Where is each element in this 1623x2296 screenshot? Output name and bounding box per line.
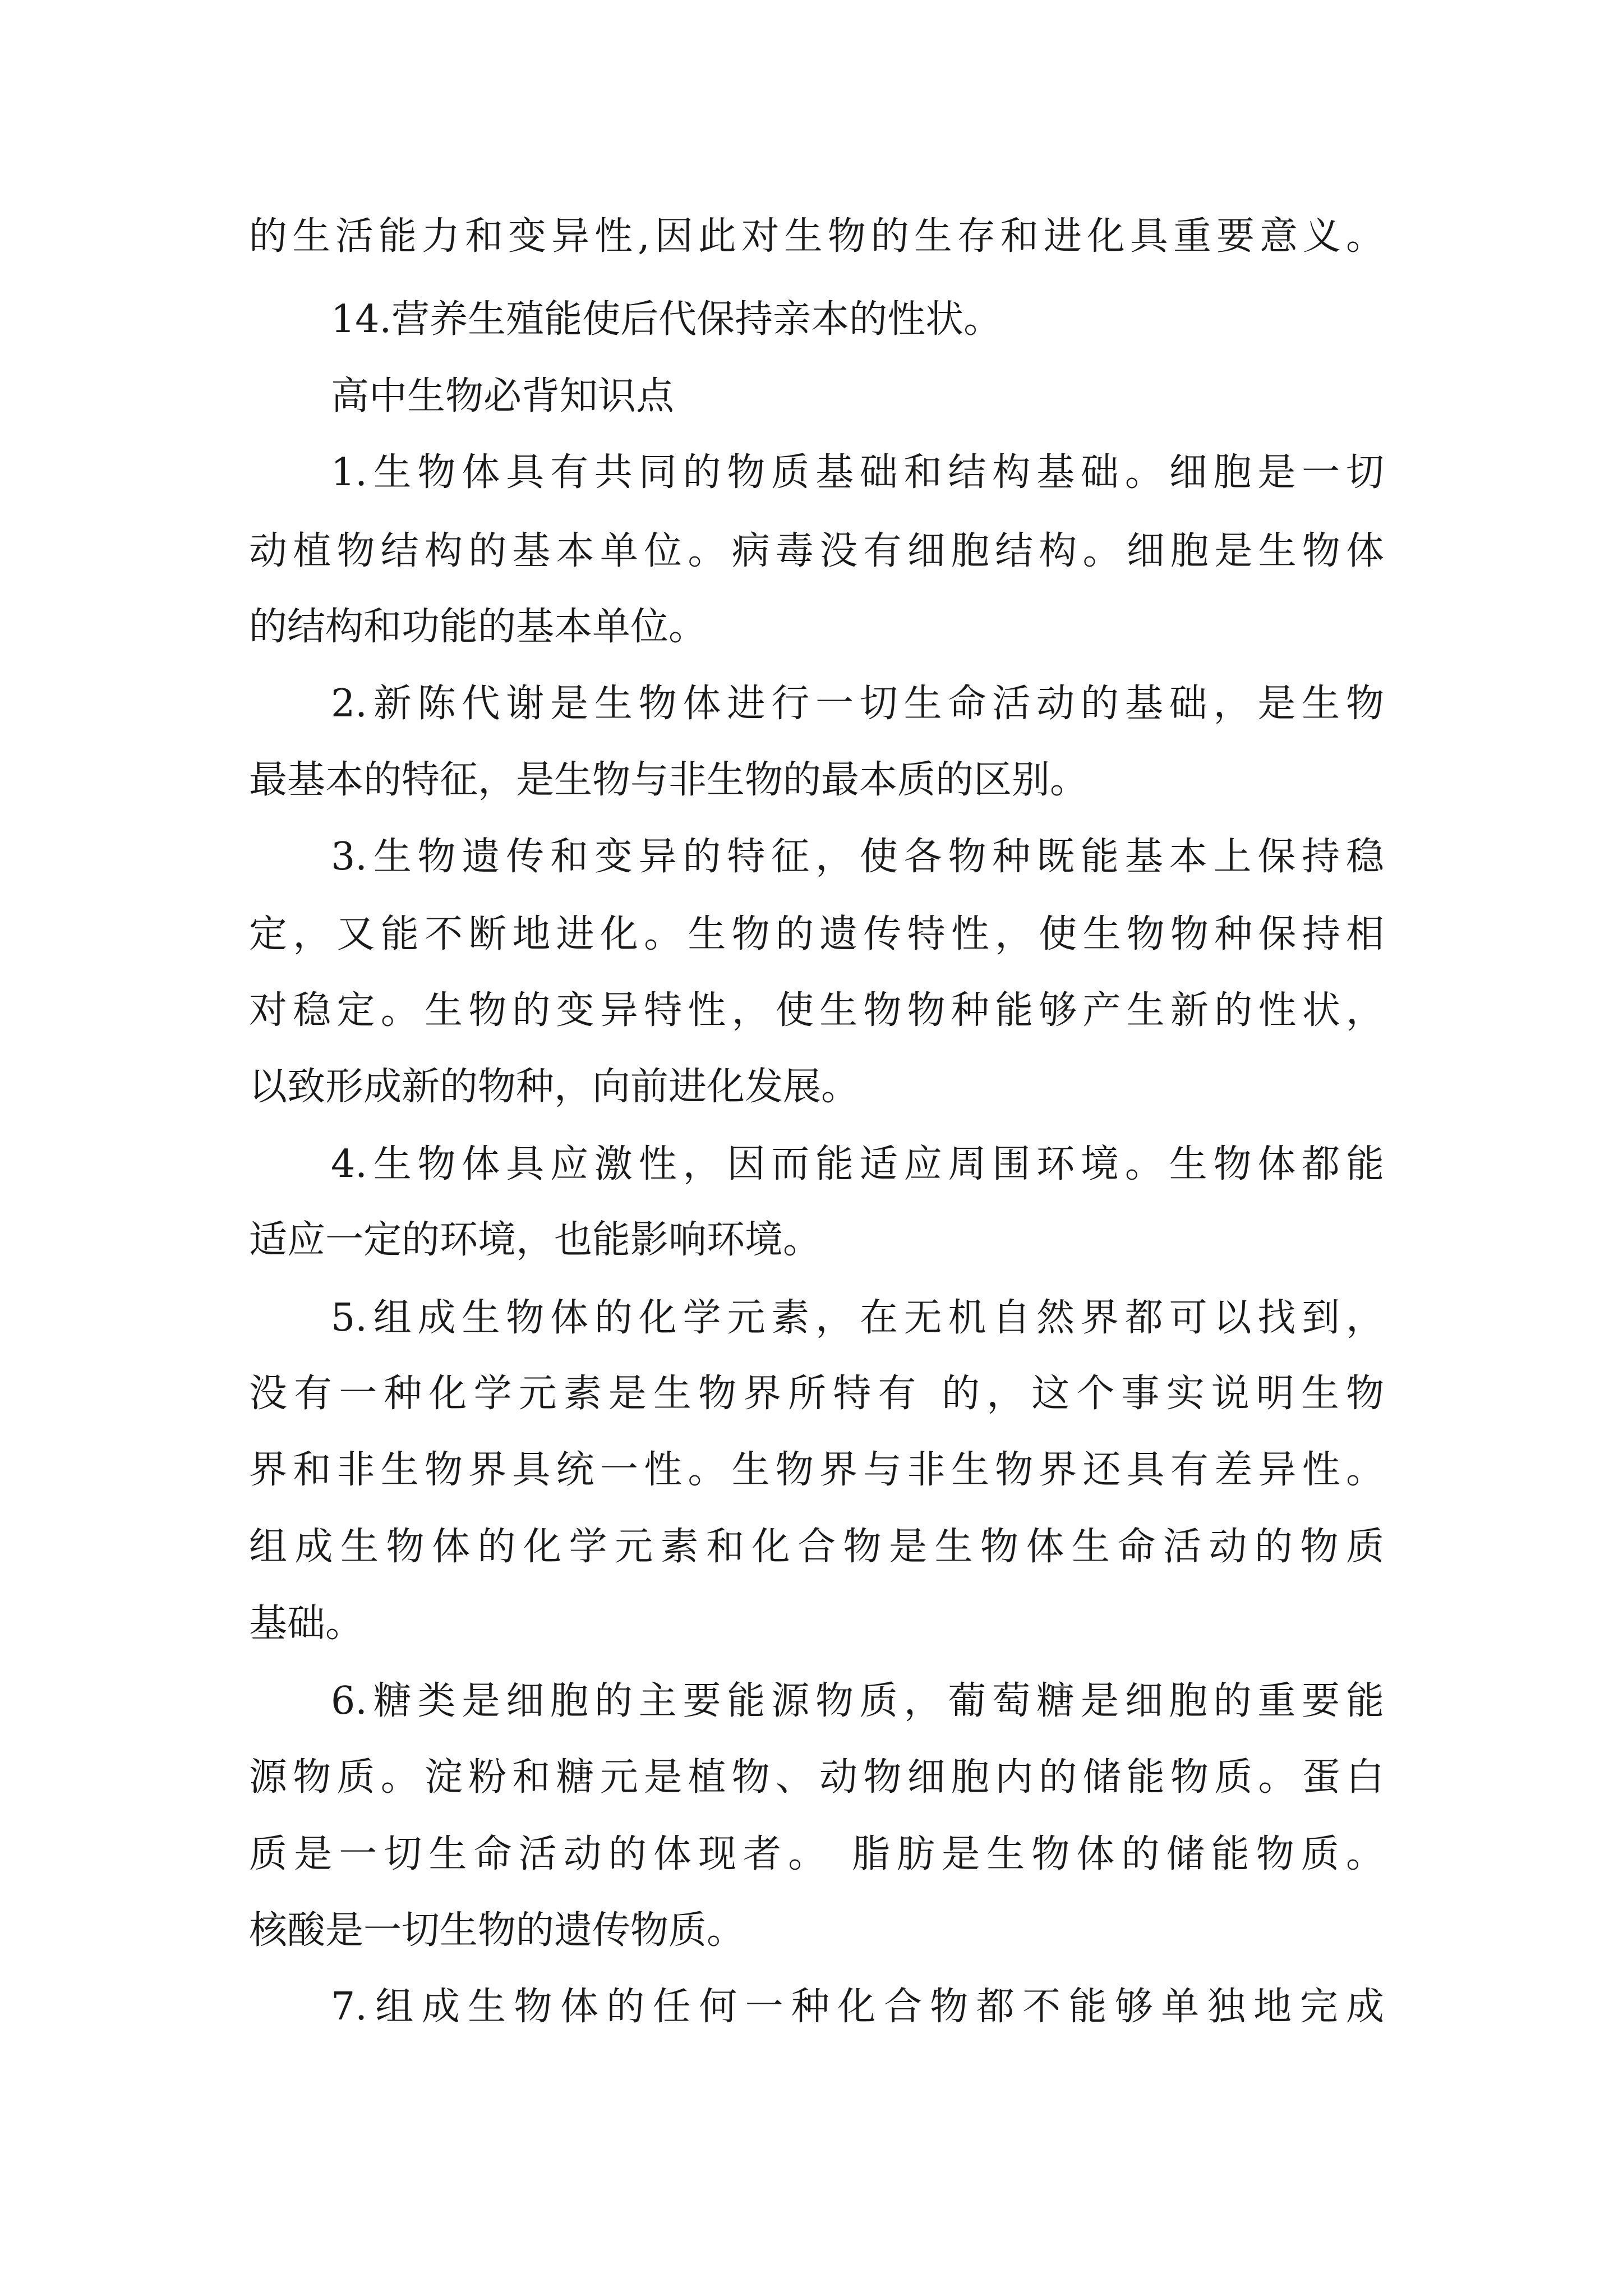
text-line: 的结构和功能的基本单位。 — [249, 605, 707, 649]
text-line: 核酸是一切生物的遗传物质。 — [249, 1908, 745, 1953]
text-line: 的生活能力和变异性,因此对生物的生存和进化具重要意义。 — [249, 214, 1384, 259]
text-line: 3.生物遗传和变异的特征，使各物种既能基本上保持稳 — [331, 835, 1384, 879]
text-line: 5.组成生物体的化学元素，在无机自然界都可以找到， — [331, 1296, 1384, 1340]
text-line: 7.组成生物体的任何一种化合物都不能够单独地完成 — [331, 1985, 1384, 2029]
text-line: 定，又能不断地进化。生物的遗传特性，使生物物种保持相 — [249, 912, 1384, 956]
text-line: 最基本的特征，是生物与非生物的最本质的区别。 — [249, 758, 1089, 802]
text-line: 没有一种化学元素是生物界所特有 的，这个事实说明生物 — [249, 1372, 1384, 1416]
text-line: 动植物结构的基本单位。病毒没有细胞结构。细胞是生物体 — [249, 529, 1384, 573]
text-line: 1.生物体具有共同的物质基础和结构基础。细胞是一切 — [331, 450, 1384, 495]
text-line: 以致形成新的物种，向前进化发展。 — [249, 1065, 860, 1109]
text-line: 质是一切生命活动的体现者。 脂肪是生物体的储能物质。 — [249, 1832, 1384, 1876]
text-line: 2.新陈代谢是生物体进行一切生命活动的基础，是生物 — [331, 682, 1384, 726]
text-line: 适应一定的环境，也能影响环境。 — [249, 1218, 822, 1262]
text-line: 界和非生物界具统一性。生物界与非生物界还具有差异性。 — [249, 1448, 1384, 1492]
text-line: 组成生物体的化学元素和化合物是生物体生命活动的物质 — [249, 1525, 1384, 1569]
text-line: 源物质。淀粉和糖元是植物、动物细胞内的储能物质。蛋白 — [249, 1755, 1384, 1800]
text-line: 6.糖类是细胞的主要能源物质，葡萄糖是细胞的重要能 — [331, 1679, 1384, 1723]
text-line: 对稳定。生物的变异特性，使生物物种能够产生新的性状， — [249, 988, 1384, 1033]
text-line: 基础。 — [249, 1602, 364, 1646]
text-line: 4.生物体具应激性，因而能适应周围环境。生物体都能 — [331, 1142, 1384, 1186]
text-line: 14.营养生殖能使后代保持亲本的性状。 — [331, 297, 1002, 342]
section-heading: 高中生物必背知识点 — [331, 374, 675, 418]
